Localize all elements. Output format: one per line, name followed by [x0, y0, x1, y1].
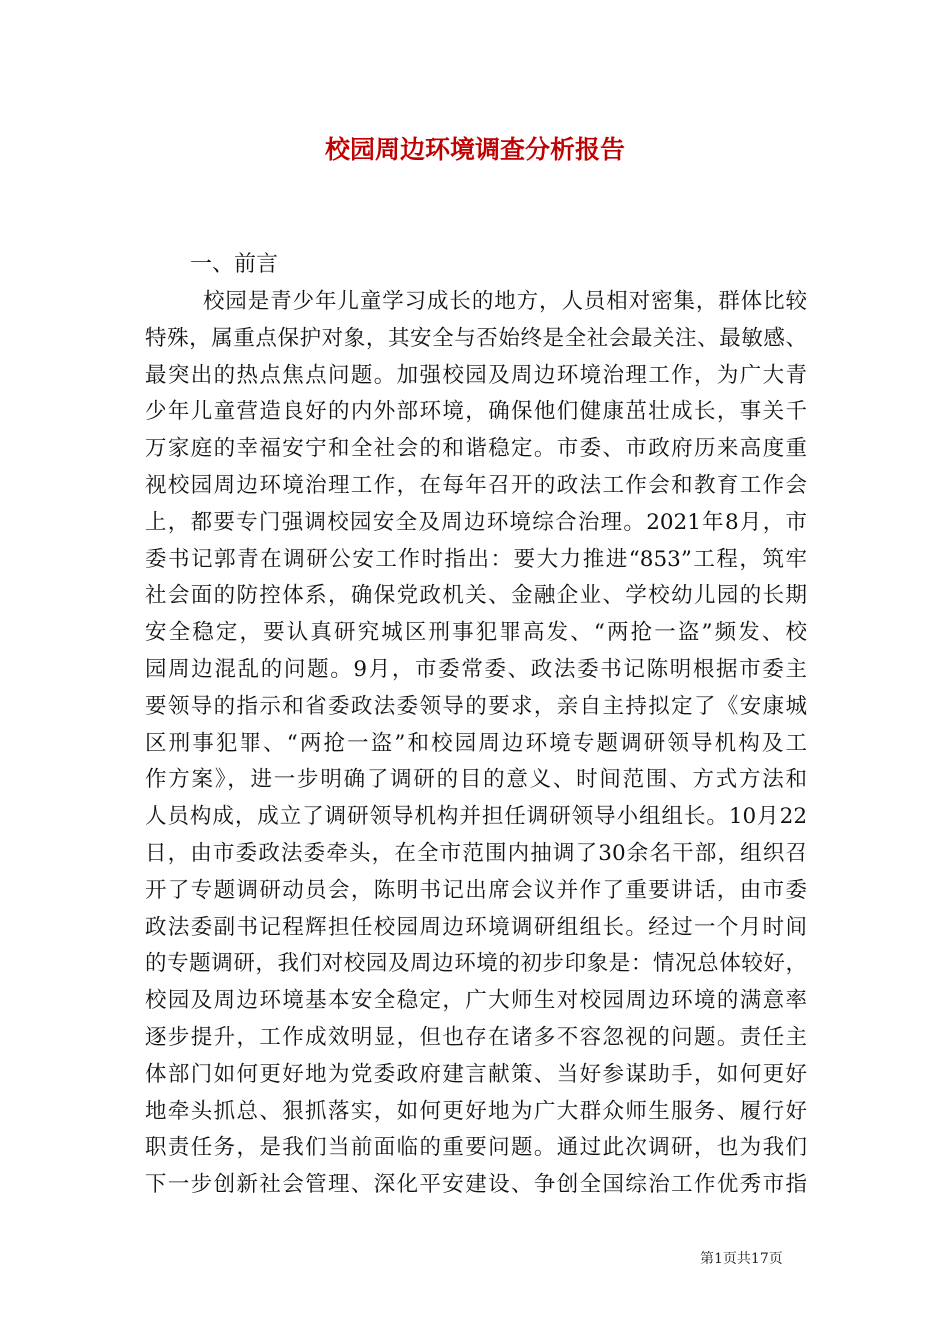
body-line: 下一步创新社会管理、深化平安建设、争创全国综治工作优秀市指 [145, 1172, 807, 1198]
body-line: 万家庭的幸福安宁和全社会的和谐稳定。市委、市政府历来高度重 [145, 436, 807, 462]
body-line: 校园是青少年儿童学习成长的地方，人员相对密集，群体比较 [203, 289, 807, 314]
body-paragraph [145, 284, 807, 1204]
body-line: 校园及周边环境基本安全稳定，广大师生对校园周边环境的满意率 [145, 988, 807, 1014]
body-line: 体部门如何更好地为党委政府建言献策、当好参谋助手，如何更好 [145, 1061, 807, 1087]
body-line: 社会面的防控体系，确保党政机关、金融企业、学校幼儿园的长期 [145, 583, 807, 609]
document-title: 校园周边环境调查分析报告 [324, 135, 625, 164]
body-line: 作方案》，进一步明确了调研的目的意义、时间范围、方式方法和 [145, 767, 807, 793]
body-line: 逐步提升，工作成效明显，但也存在诸多不容忽视的问题。责任主 [145, 1024, 807, 1050]
body-line: 安全稳定，要认真研究城区刑事犯罪高发、“两抢一盗”频发、校 [145, 620, 807, 646]
body-line: 要领导的指示和省委政法委领导的要求，亲自主持拟定了《安康城 [145, 693, 807, 719]
body-line: 区刑事犯罪、“两抢一盗”和校园周边环境专题调研领导机构及工 [145, 730, 807, 756]
body-line: 日，由市委政法委牵头，在全市范围内抽调了30余名干部，组织召 [145, 840, 807, 866]
body-line: 少年儿童营造良好的内外部环境，确保他们健康茁壮成长，事关千 [145, 399, 807, 425]
section-heading-preface: 一、前言 [190, 252, 279, 277]
body-line: 上，都要专门强调校园安全及周边环境综合治理。2021年8月，市 [145, 509, 807, 535]
body-line: 最突出的热点焦点问题。加强校园及周边环境治理工作，为广大青 [145, 362, 807, 388]
body-line: 特殊，属重点保护对象，其安全与否始终是全社会最关注、最敏感、 [145, 325, 807, 351]
body-line: 视校园周边环境治理工作，在每年召开的政法工作会和教育工作会 [145, 472, 807, 498]
body-line: 委书记郭青在调研公安工作时指出：要大力推进“853”工程，筑牢 [145, 546, 807, 572]
page-number-footer: 第1页共17页 [700, 1251, 783, 1267]
body-line: 职责任务，是我们当前面临的重要问题。通过此次调研，也为我们 [145, 1135, 807, 1161]
body-line: 地牵头抓总、狠抓落实，如何更好地为广大群众师生服务、履行好 [145, 1098, 807, 1124]
body-line: 政法委副书记程辉担任校园周边环境调研组组长。经过一个月时间 [145, 914, 807, 940]
body-line: 园周边混乱的问题。9月，市委常委、政法委书记陈明根据市委主 [145, 656, 807, 682]
body-line: 开了专题调研动员会，陈明书记出席会议并作了重要讲话，由市委 [145, 877, 807, 903]
body-line: 人员构成，成立了调研领导机构并担任调研领导小组组长。10月22 [145, 804, 807, 830]
body-line: 的专题调研，我们对校园及周边环境的初步印象是：情况总体较好， [145, 951, 807, 977]
